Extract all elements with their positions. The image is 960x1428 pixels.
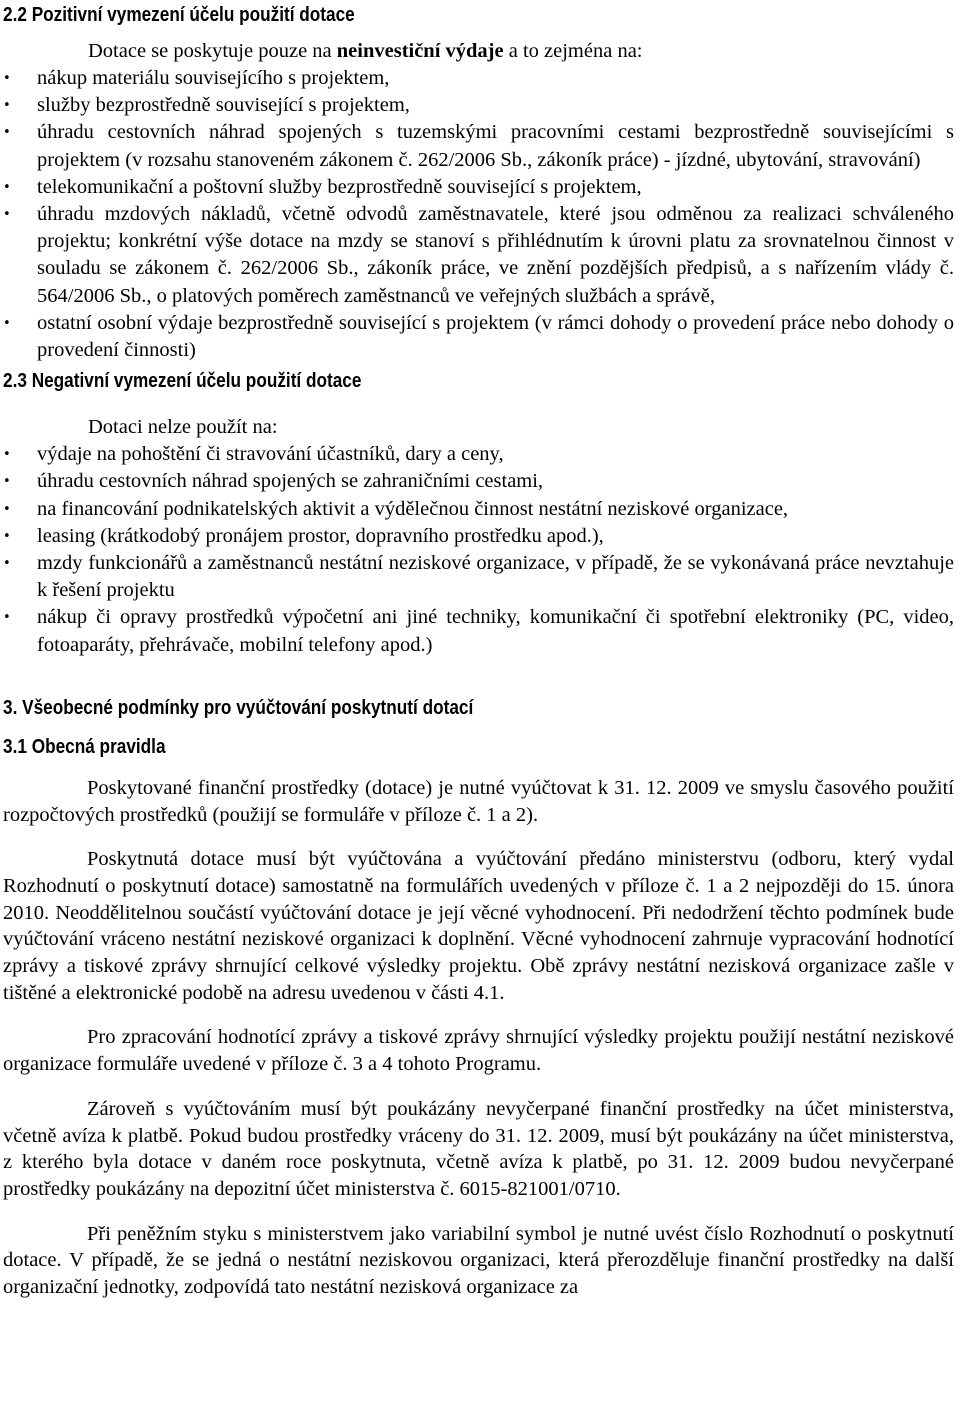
list-item-text: nákup či opravy prostředků výpočetní ani jiné techniky, komunikační či spotřební elektroniky (PC, video, fotoaparáty, přehrávače, mobilní telefony apod.) <box>37 606 954 656</box>
bullet-icon: • <box>3 207 11 223</box>
list-item-text: výdaje na pohoštění či stravování účastníků, dary a ceny, <box>37 443 504 466</box>
bullet-icon: • <box>3 610 11 626</box>
list-item-text: ostatní osobní výdaje bezprostředně související s projektem (v rámci dohody o provedení práce nebo dohody o provedení činnosti) <box>37 311 954 362</box>
list-item <box>3 119 954 173</box>
heading-2-3: 2.3 Negativní vymezení účelu použití dotace <box>3 370 362 393</box>
list-item-text: nákup materiálu souvisejícího s projektem, <box>37 67 390 89</box>
bullet-icon: • <box>3 528 11 544</box>
list-item <box>3 468 954 495</box>
list-item <box>3 65 954 92</box>
paragraph: Poskytnutá dotace musí být vyúčtována a vyúčtování předáno ministerstvu (odboru, který vydal Rozhodnutí o poskytnutí dotace) samostatně na formulářích uvedených v příloze č. 1 a 2 nejpozději do 15. února 2010. Neoddělitelnou součástí vyúčtování dotace je její věcné vyhodnocení. Při nedodržení těchto podmínek bude vyúčtování vráceno nestátní neziskové organizaci k doplnění. Věcné vyhodnocení zahrnuje vypracování hodnotící zprávy a tiskové zprávy shrnující celkové výsledky projektu. Obě zprávy nestátní nezisková organizace zašle v tištěné a elektronické podobě na adresu uvedenou v části 4.1. <box>3 848 954 1004</box>
list-item-text: leasing (krátkodobý pronájem prostor, dopravního prostředku apod.), <box>37 524 604 547</box>
list-item <box>3 441 954 468</box>
bullet-icon: • <box>3 447 11 463</box>
bullet-icon: • <box>3 98 11 114</box>
intro-2-3: Dotaci nelze použít na: <box>88 416 278 439</box>
intro-2-2 <box>3 38 954 65</box>
bullet-icon: • <box>3 179 11 195</box>
list-item-text: telekomunikační a poštovní služby bezprostředně související s projektem, <box>37 175 642 198</box>
list-item <box>3 550 954 604</box>
list-item-text: mzdy funkcionářů a zaměstnanců nestátní neziskové organizace, v případě, že se vykonávaná práce nevztahuje k řešení projektu <box>37 552 954 602</box>
paragraph: Při peněžním styku s ministerstvem jako variabilní symbol je nutné uvést číslo Rozhodnutí o poskytnutí dotace. V případě, že se jedná o nestátní neziskovou organizaci, která přerozděluje finanční prostředky na další organizační jednotky, zodpovídá tato nestátní nezisková organizace za <box>3 1222 954 1299</box>
paragraph: Pro zpracování hodnotící zprávy a tiskové zprávy shrnující výsledky projektu použijí nestátní neziskové organizace formuláře uvedené v příloze č. 3 a 4 tohoto Programu. <box>3 1026 954 1076</box>
list-item-text: úhradu cestovních náhrad spojených se zahraničními cestami, <box>37 470 544 493</box>
list-2-3 <box>3 441 954 659</box>
bullet-icon: • <box>3 125 11 141</box>
list-item-text: služby bezprostředně související s projektem, <box>37 94 410 117</box>
list-item-text: úhradu cestovních náhrad spojených s tuzemskými pracovními cestami bezprostředně souvisejícími s projektem (v rozsahu stanoveném zákonem č. 262/2006 Sb., zákoník práce) - jízdné, ubytování, stravování) <box>37 121 954 171</box>
paragraph: Zároveň s vyúčtováním musí být poukázány nevyčerpané finanční prostředky na účet ministerstva, včetně avíza k platbě. Pokud budou prostředky vráceny do 31. 12. 2009, musí být poukázány na účet ministerstva, z kterého byla dotace v daném roce poskytnuta, včetně avíza k platbě, po 31. 12. 2009 budou nevyčerpané prostředky poukázány na depozitní účet ministerstva č. 6015-821001/0710. <box>3 1097 954 1200</box>
intro-2-2-text-end: a to zejména na: <box>503 40 643 62</box>
heading-3: 3. Všeobecné podmínky pro vyúčtování poskytnutí dotací <box>3 696 474 719</box>
list-item <box>3 496 954 523</box>
intro-2-2-text: Dotace se poskytuje pouze na <box>88 40 337 62</box>
bullet-icon: • <box>3 556 11 572</box>
list-item <box>3 310 954 364</box>
document-page <box>0 3 960 1428</box>
bullet-icon: • <box>3 315 11 331</box>
intro-2-2-bold: neinvestiční výdaje <box>336 40 504 62</box>
paragraph: Poskytované finanční prostředky (dotace) je nutné vyúčtovat k 31. 12. 2009 ve smyslu časového použití rozpočtových prostředků (použijí se formuláře v příloze č. 1 a 2). <box>3 776 954 826</box>
list-item <box>3 201 954 310</box>
list-2-2 <box>3 65 954 364</box>
list-item <box>3 523 954 550</box>
list-item <box>3 92 954 119</box>
bullet-icon: • <box>3 474 11 490</box>
list-item-text: úhradu mzdových nákladů, včetně odvodů zaměstnavatele, které jsou odměnou za realizaci schváleného projektu; konkrétní výše dotace na mzdy se stanoví s přihlédnutím k úrovni platu za srovnatelnou činnost v souladu se zákonem č. 262/2006 Sb., zákoník práce, ve znění pozdějších předpisů, a s nařízením vlády č. 564/2006 Sb., o platových poměrech zaměstnanců ve veřejných službách a správě, <box>37 203 954 307</box>
list-item <box>3 174 954 201</box>
list-item-text: na financování podnikatelských aktivit a výdělečnou činnost nestátní neziskové organizace, <box>37 497 789 520</box>
bullet-icon: • <box>3 71 11 86</box>
heading-2-2: 2.2 Pozitivní vymezení účelu použití dotace <box>3 4 355 26</box>
list-item <box>3 604 954 658</box>
heading-3-1: 3.1 Obecná pravidla <box>3 735 166 758</box>
bullet-icon: • <box>3 501 11 517</box>
